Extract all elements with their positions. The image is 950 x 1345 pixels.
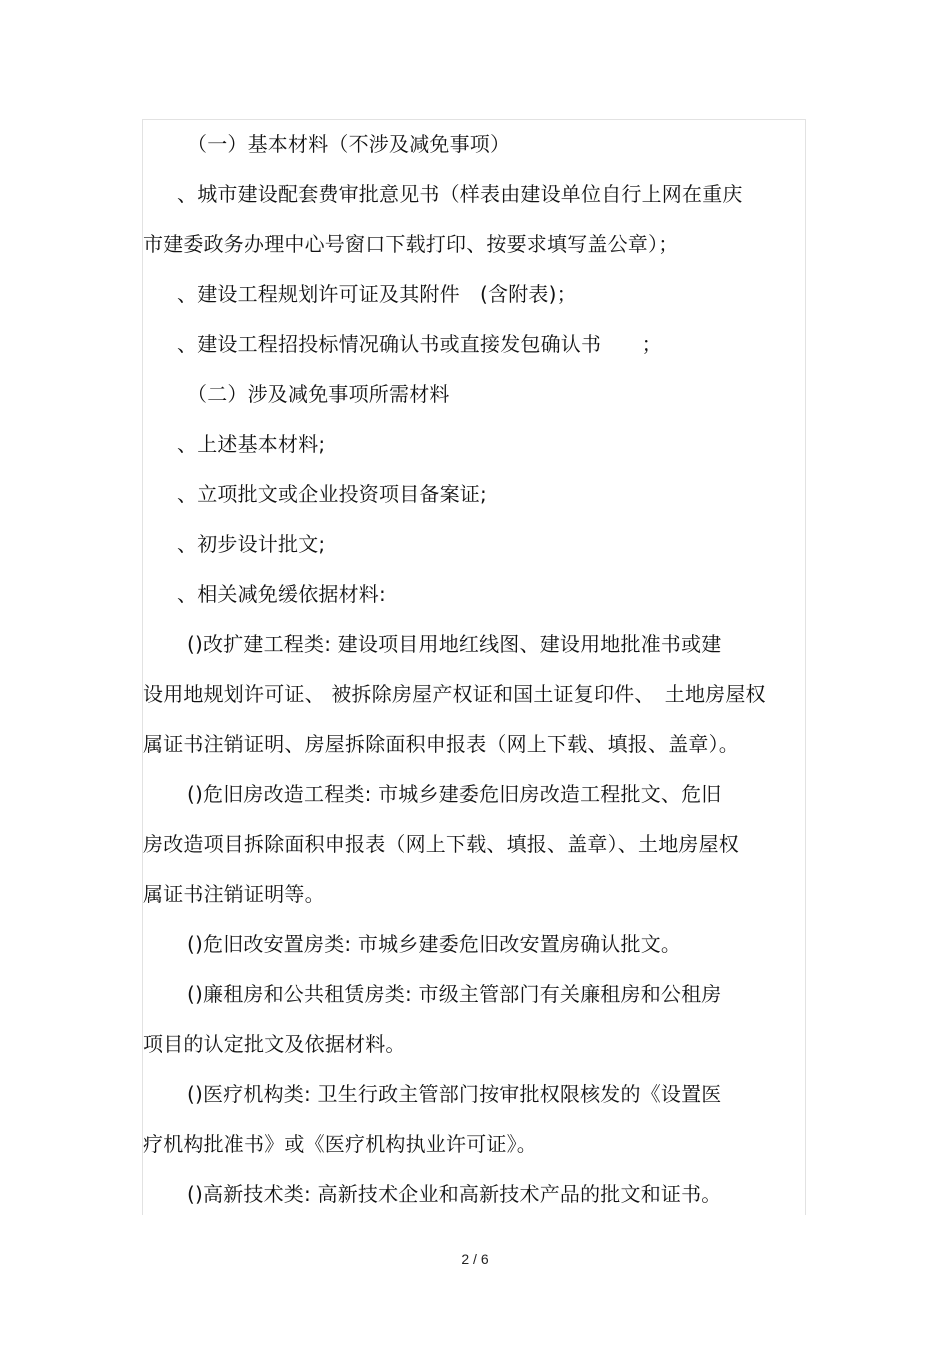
line-15: 属证书注销证明等。 [143, 882, 325, 906]
line-6: 、上述基本材料; [177, 432, 326, 456]
line-16: ()危旧改安置房类: 市城乡建委危旧改安置房确认批文。 [187, 932, 682, 956]
line-2: 市建委政务办理中心号窗口下载打印、按要求填写盖公章）； [143, 232, 679, 256]
document-page-body [142, 119, 806, 1215]
line-21: ()高新技术类: 高新技术企业和高新技术产品的批文和证书。 [187, 1182, 722, 1206]
line-13: ()危旧房改造工程类: 市城乡建委危旧房改造工程批文、危旧 [187, 782, 722, 806]
line-11: 设用地规划许可证、 被拆除房屋产权证和国土证复印件、 土地房屋权 [143, 682, 766, 706]
line-8: 、初步设计批文; [177, 532, 326, 556]
line-10: ()改扩建工程类: 建设项目用地红线图、建设用地批准书或建 [187, 632, 722, 656]
line-18: 项目的认定批文及依据材料。 [143, 1032, 406, 1056]
line-1: 、城市建设配套费审批意见书（样表由建设单位自行上网在重庆 [177, 182, 743, 206]
page-number: 2 / 6 [461, 1251, 489, 1267]
line-14: 房改造项目拆除面积申报表（网上下载、填报、盖章）、土地房屋权 [143, 832, 739, 856]
line-17: ()廉租房和公共租赁房类: 市级主管部门有关廉租房和公租房 [187, 982, 722, 1006]
line-0: （一）基本材料（不涉及减免事项） [187, 132, 511, 156]
line-4: 、建设工程招投标情况确认书或直接发包确认书 ； [177, 332, 662, 356]
line-12: 属证书注销证明、房屋拆除面积申报表（网上下载、填报、盖章）。 [143, 732, 739, 756]
line-20: 疗机构批准书》或《医疗机构执业许可证》。 [143, 1132, 537, 1156]
line-9: 、相关减免缓依据材料: [177, 582, 386, 606]
line-19: ()医疗机构类: 卫生行政主管部门按审批权限核发的《设置医 [187, 1082, 722, 1106]
line-7: 、立项批文或企业投资项目备案证; [177, 482, 487, 506]
line-5: （二）涉及减免事项所需材料 [187, 382, 450, 406]
line-3: 、建设工程规划许可证及其附件 (含附表)； [177, 282, 577, 306]
